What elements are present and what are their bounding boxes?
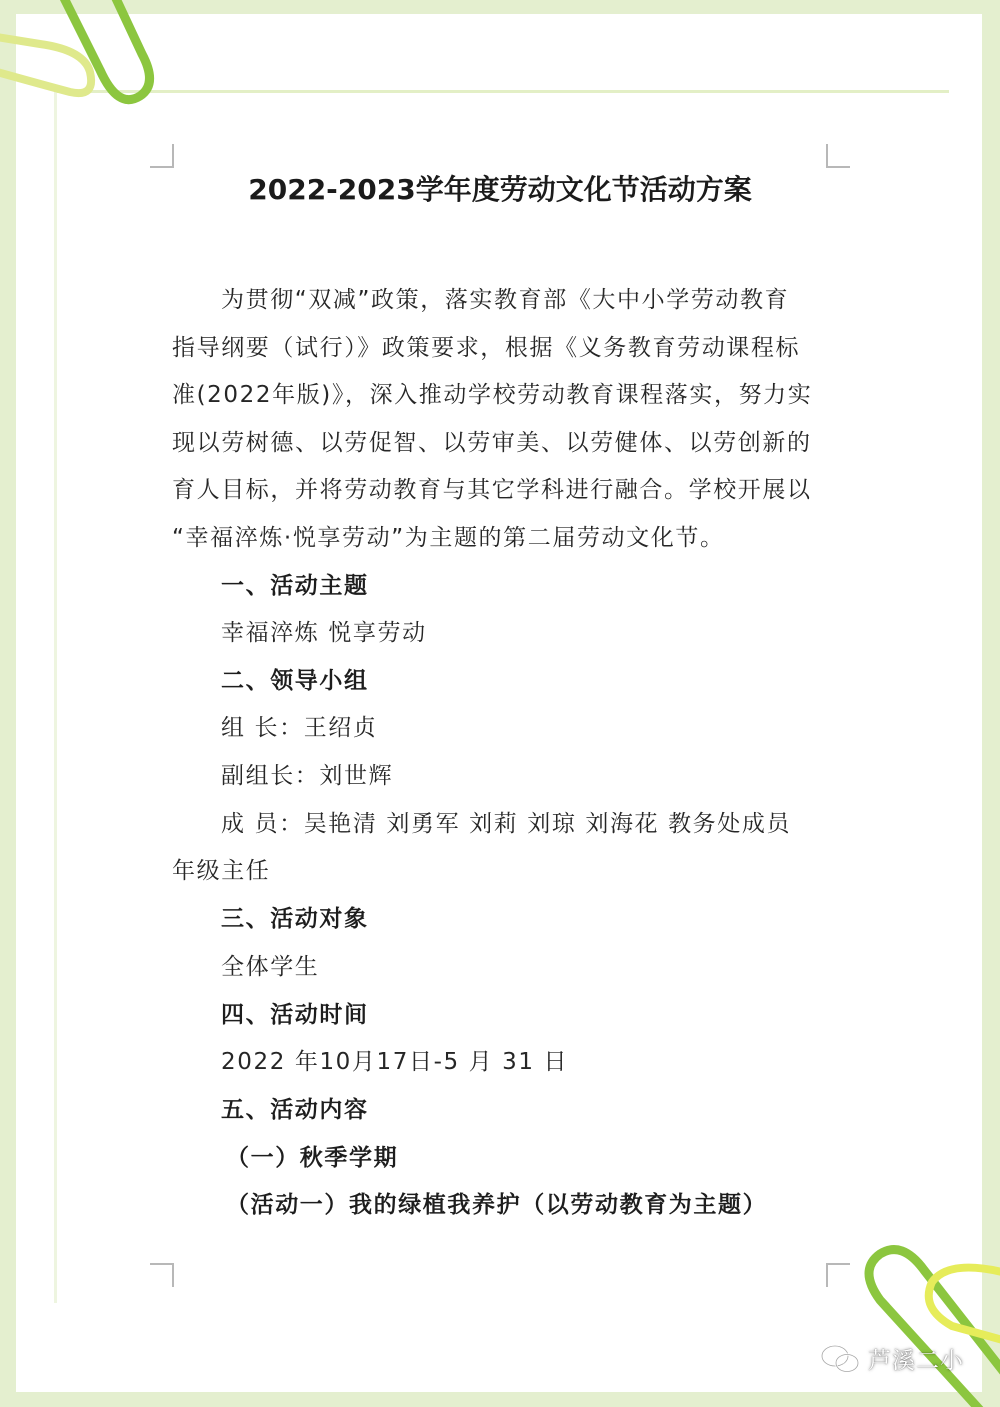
watermark: [820, 1342, 964, 1375]
document-page: [54, 90, 949, 1303]
crop-mark-top-left: [150, 144, 174, 168]
members-line: 成 员：吴艳清 刘勇军 刘莉 刘琼 刘海花 教务处成员: [221, 811, 792, 837]
paragraph-line: 为贯彻“双减”政策，落实教育部《大中小学劳动教育: [221, 287, 790, 313]
brand-name: 芦溪二小: [868, 1348, 964, 1374]
paragraph-line: 准(2022年版)》，深入推动学校劳动教育课程落实，努力实: [172, 382, 813, 408]
activity-time-text: 2022 年10月17日-5 月 31 日: [221, 1049, 569, 1075]
crop-mark-bottom-left: [150, 1263, 174, 1287]
section-heading: 四、活动时间: [221, 1002, 369, 1028]
activity-heading: （活动一）我的绿植我养护（以劳动教育为主题）: [226, 1192, 768, 1218]
members-line-continued: 年级主任: [172, 858, 271, 884]
section-heading: 三、活动对象: [221, 906, 369, 932]
deputy-leader-line: 副组长：刘世辉: [221, 763, 394, 789]
section-text: 全体学生: [221, 954, 320, 980]
paragraph-line: “幸福淬炼·悦享劳动”为主题的第二届劳动文化节。: [172, 525, 725, 551]
section-text: 幸福淬炼 悦享劳动: [221, 620, 427, 646]
document-title: 2022-2023学年度劳动文化节活动方案: [248, 173, 752, 206]
subsection-heading: （一）秋季学期: [226, 1145, 399, 1171]
paragraph-line: 现以劳树德、以劳促智、以劳审美、以劳健体、以劳创新的: [172, 430, 812, 456]
leader-line: 组 长：王绍贞: [221, 715, 378, 741]
paperclip-bottom-right-icon: [840, 1230, 1000, 1407]
wechat-icon: [820, 1343, 860, 1375]
crop-mark-top-right: [826, 144, 850, 168]
paragraph-line: 育人目标，并将劳动教育与其它学科进行融合。学校开展以: [172, 477, 812, 503]
paragraph-line: 指导纲要（试行）》政策要求，根据《义务教育劳动课程标: [172, 335, 801, 361]
section-heading: 五、活动内容: [221, 1097, 369, 1123]
section-heading: 二、领导小组: [221, 668, 369, 694]
paperclip-top-left-icon: [0, 0, 170, 140]
section-heading: 一、活动主题: [221, 573, 369, 599]
